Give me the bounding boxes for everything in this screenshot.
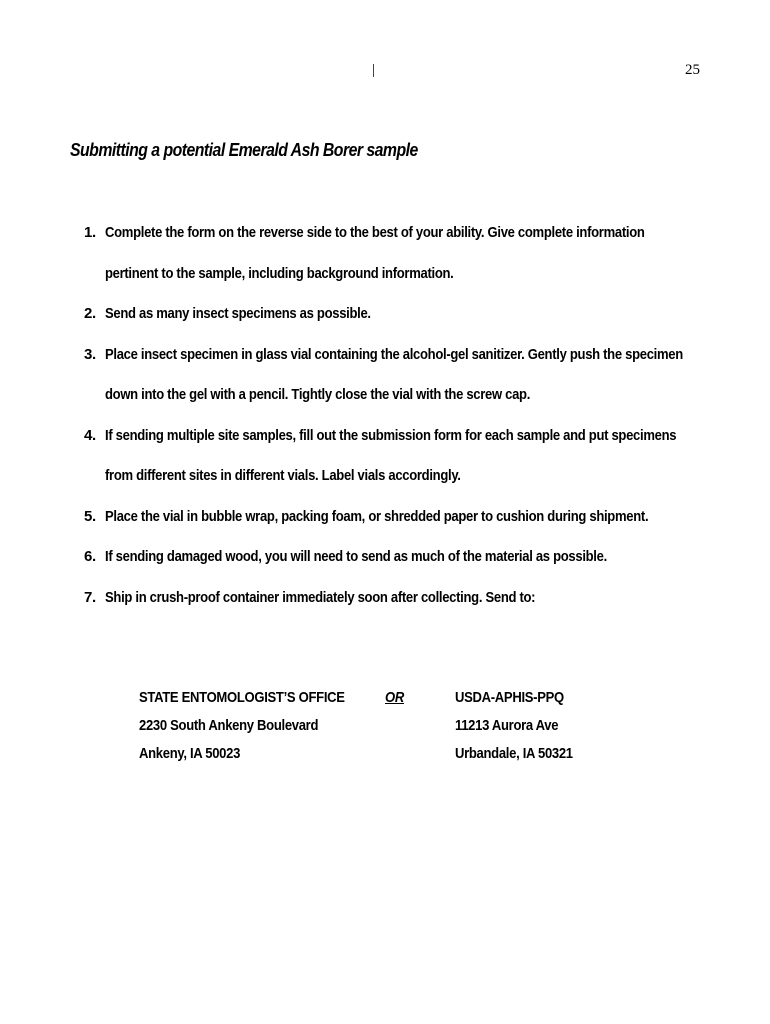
step-number: 4. — [84, 426, 96, 444]
state-office-name: STATE ENTOMOLOGIST’S OFFICE — [139, 689, 345, 706]
instruction-list — [84, 213, 770, 618]
state-office-city: Ankeny, IA 50023 — [139, 745, 241, 762]
header-marker: | — [372, 62, 376, 78]
list-item — [84, 213, 770, 294]
list-item — [84, 537, 770, 578]
address-row — [139, 684, 659, 712]
list-item — [84, 294, 770, 335]
usda-office-city: Urbandale, IA 50321 — [455, 745, 573, 762]
step-text: Send as many insect specimens as possible. — [105, 305, 371, 322]
usda-office-name: USDA-APHIS-PPQ — [455, 689, 564, 706]
list-item — [84, 416, 770, 497]
page-number: 25 — [685, 62, 700, 78]
list-item — [84, 578, 770, 619]
step-number: 1. — [84, 224, 96, 241]
step-text: Place the vial in bubble wrap, packing foam, or shredded paper to cushion during shipment. — [105, 507, 649, 525]
or-label: OR — [385, 689, 404, 706]
address-row — [139, 740, 659, 768]
list-item — [84, 335, 770, 416]
list-item — [84, 497, 770, 538]
step-number: 7. — [84, 588, 96, 606]
step-text: If sending damaged wood, you will need to send as much of the material as possible. — [105, 548, 607, 565]
step-number: 2. — [84, 305, 96, 322]
step-text: Ship in crush-proof container immediately soon after collecting. Send to: — [105, 588, 536, 606]
step-text: If sending multiple site samples, fill out the submission form for each sample and put specimens from different sites in different vials. Label vials accordingly. — [105, 426, 677, 484]
or-spacer — [385, 712, 446, 740]
or-spacer — [385, 740, 446, 768]
state-office-street: 2230 South Ankeny Boulevard — [139, 717, 319, 734]
step-text: Complete the form on the reverse side to the best of your ability. Give complete information pertinent to the sample, including background information. — [105, 224, 645, 282]
address-row — [139, 712, 659, 740]
step-number: 3. — [84, 345, 96, 363]
document-title: Submitting a potential Emerald Ash Borer sample — [70, 140, 418, 160]
shipping-addresses — [139, 684, 659, 768]
step-number: 5. — [84, 507, 96, 525]
step-number: 6. — [84, 548, 96, 565]
usda-office-street: 11213 Aurora Ave — [455, 717, 559, 734]
step-text: Place insect specimen in glass vial containing the alcohol-gel sanitizer. Gently push the specimen down into the gel with a pencil. Tightly close the vial with the screw cap. — [105, 345, 683, 403]
